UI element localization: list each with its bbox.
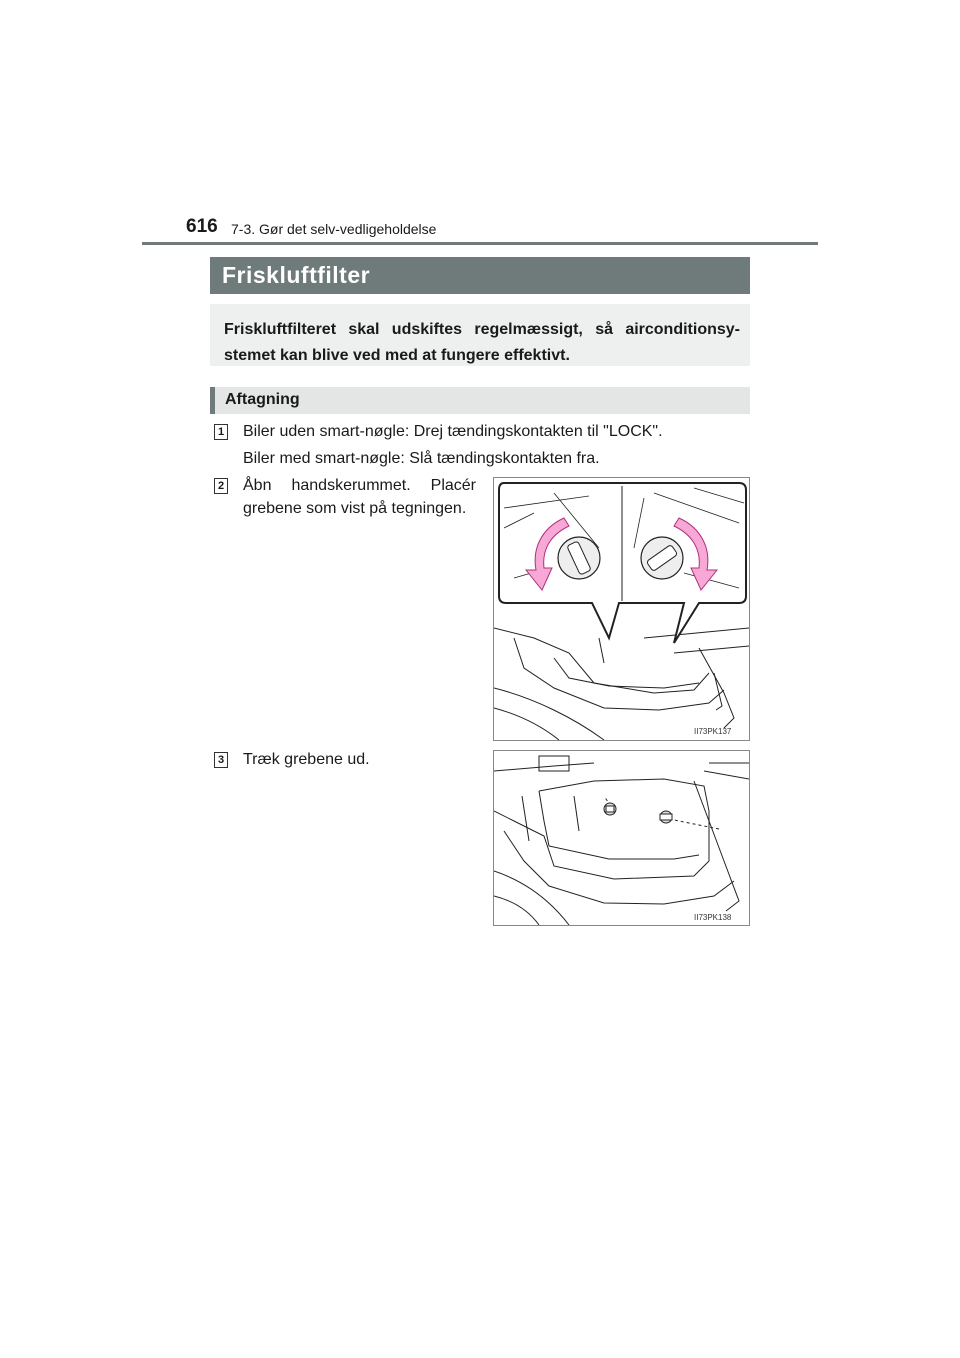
- figure-code-2: II73PK138: [694, 913, 732, 922]
- step-1-number: 1: [214, 424, 228, 440]
- levers-removed-illustration: [494, 751, 749, 925]
- subsection-bar: [210, 387, 750, 414]
- subsection-accent: [210, 387, 215, 414]
- step-3-number: 3: [214, 752, 228, 768]
- section-title-bar: [210, 257, 750, 294]
- glovebox-illustration: [494, 478, 749, 740]
- intro-text: Friskluftfilteret skal udskiftes regelmæssigt, så airconditionsy-stemet kan blive ved med at fungere effektivt.: [224, 321, 740, 364]
- header-divider: [142, 242, 818, 245]
- figure-levers-removed: [493, 750, 750, 926]
- chapter-title: 7-3. Gør det selv-vedligeholdelse: [231, 221, 437, 237]
- step-2-number: 2: [214, 478, 228, 494]
- figure-glovebox-levers: [493, 477, 750, 741]
- page-number: 616: [186, 216, 218, 237]
- step-3-text: Træk grebene ud.: [243, 751, 370, 768]
- section-title: Friskluftfilter: [222, 262, 371, 288]
- intro-box: [210, 304, 750, 366]
- step-1-text-line-1: Biler uden smart-nøgle: Drej tændingskontakten til "LOCK".: [243, 423, 663, 440]
- subsection-title: Aftagning: [225, 391, 300, 408]
- figure-code-1: II73PK137: [694, 727, 732, 736]
- step-1-text-line-2: Biler med smart-nøgle: Slå tændingskontakten fra.: [243, 450, 600, 467]
- step-2-text: Åbn handskerummet. Placér grebene som vist på tegningen.: [243, 477, 476, 517]
